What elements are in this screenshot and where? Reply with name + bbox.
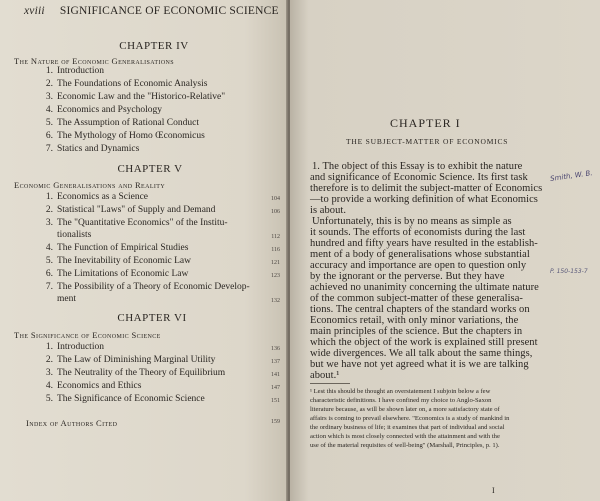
running-head [24,5,279,17]
body-line: 1. The object of this Essay is to exhibit the nature [312,161,523,172]
toc-entry: 1. Economics as a Science [45,192,149,202]
body-line: about.¹ [310,370,340,381]
chapter-heading: CHAPTER IV [119,40,189,52]
toc-page-number: 112 [271,234,280,240]
toc-page-number: 104 [271,196,280,202]
toc-page-number: 132 [271,298,280,304]
body-line: tions. The central chapters of the standard works on [310,304,530,315]
toc-entry: 6. The Limitations of Economic Law [45,269,189,279]
body-line: is about. [310,205,347,216]
body-line: Unfortunately, this is by no means as simple as [312,216,512,227]
toc-page-number: 116 [271,247,280,253]
toc-entry: 2. The Foundations of Economic Analysis [45,79,208,89]
toc-entry: 1. Introduction [45,342,104,352]
footnote-line: affairs is coming to prevail elsewhere. "Economics is a study of mankind in [310,415,510,422]
page-marker: I [492,486,495,495]
toc-entry: 2. The Law of Diminishing Marginal Utility [45,355,216,365]
toc-entry-continuation: tionalists [57,230,92,240]
toc-page-number: 151 [271,398,280,404]
toc-entry: 6. The Mythology of Homo Œconomicus [45,131,205,141]
body-line: of the common subject-matter of these generalisa- [310,293,523,304]
footnote-line: characteristic definitions. I have confined my choice to Anglo-Saxon [310,397,492,404]
toc-page-number: 159 [271,419,280,425]
footnote-line: literature because, as will be shown later on, a more satisfactory state of [310,406,500,413]
toc-entry: 5. The Assumption of Rational Conduct [45,118,199,128]
toc-entry: 1. Introduction [45,66,104,76]
body-line: ment of a body of generalisations whose substantial [310,249,530,260]
page-number: xviii [24,5,45,17]
toc-page-number: 121 [271,260,280,266]
footnote-line: ¹ Lest this should be thought an overstatement I subjoin below a few [310,388,491,395]
index-entry: Index of Authors Cited [26,418,118,428]
body-line: therefore is to delimit the subject-matter of Economics [310,183,543,194]
toc-entry: 3. The Neutrality of the Theory of Equilibrium [45,368,226,378]
chapter-title: The Nature of Economic Generalisations [14,56,175,66]
chapter-title: The Significance of Economic Science [14,330,161,340]
toc-entry: 3. Economic Law and the "Historico-Relative" [45,92,226,102]
toc-entry: 4. Economics and Psychology [45,105,163,115]
handwritten-scribble: P. 150-153-7 [550,268,588,275]
body-line: Economics retail, with only minor variations, the [310,315,519,326]
toc-page-number: 147 [271,385,280,391]
left-page [0,0,288,501]
toc-entry-continuation: ment [57,294,76,304]
toc-page-number: 136 [271,346,280,352]
toc-page-number: 123 [271,273,280,279]
body-line: accuracy and importance are open to question only [310,260,527,271]
footnote-divider [310,383,350,384]
toc-entry: 7. The Possibility of a Theory of Economic Develop- [45,282,250,292]
running-head-title: SIGNIFICANCE OF ECONOMIC SCIENCE [59,5,279,17]
body-line: which the object of the work is explained still present [310,337,538,348]
chapter-heading: CHAPTER V [117,163,183,175]
toc-page-number: 137 [271,359,280,365]
body-line: and significance of Economic Science. Its first task [310,172,528,183]
body-line: but we have not yet agreed what it is we are talking [310,359,529,370]
toc-page-number: 106 [271,209,280,215]
chapter-heading: CHAPTER VI [117,312,187,324]
toc-entry: 3. The "Quantitative Economics" of the Institu- [45,218,228,228]
footnote-line: the ordinary business of life; it examines that part of individual and social [310,424,505,431]
body-line: main principles of the science. But the chapters in [310,326,523,337]
body-line: —to provide a working definition of what Economics [310,194,538,205]
toc-entry: 4. The Function of Empirical Studies [45,243,189,253]
footnote-line: use of the material requisites of well-being" (Marshall, Principles, p. 1). [310,442,500,449]
handwritten-margin-note: Smith, W. B. [549,169,594,183]
body-line: achieved no unanimity concerning the ultimate nature [310,282,539,293]
toc-entry: 4. Economics and Ethics [45,381,142,391]
chapter-title: Economic Generalisations and Reality [14,180,166,190]
body-line: it sounds. The efforts of economists during the last [310,227,526,238]
body-line: wide divergences. We all talk about the same things, [310,348,533,359]
toc-entry: 5. The Significance of Economic Science [45,394,205,404]
right-page [290,0,600,501]
body-line: by the ignorant or the perverse. But they have [310,271,505,282]
chapter-heading: CHAPTER I [390,116,461,130]
toc-page-number: 141 [271,372,280,378]
footnote-line: action which is most closely connected with the attainment and with the [310,433,500,440]
toc-entry: 5. The Inevitability of Economic Law [45,256,192,266]
toc-entry: 7. Statics and Dynamics [45,144,140,154]
body-line: hundred and fifty years have resulted in the establish- [310,238,538,249]
chapter-title: THE SUBJECT-MATTER OF ECONOMICS [346,137,509,146]
toc-entry: 2. Statistical "Laws" of Supply and Demand [45,205,216,215]
